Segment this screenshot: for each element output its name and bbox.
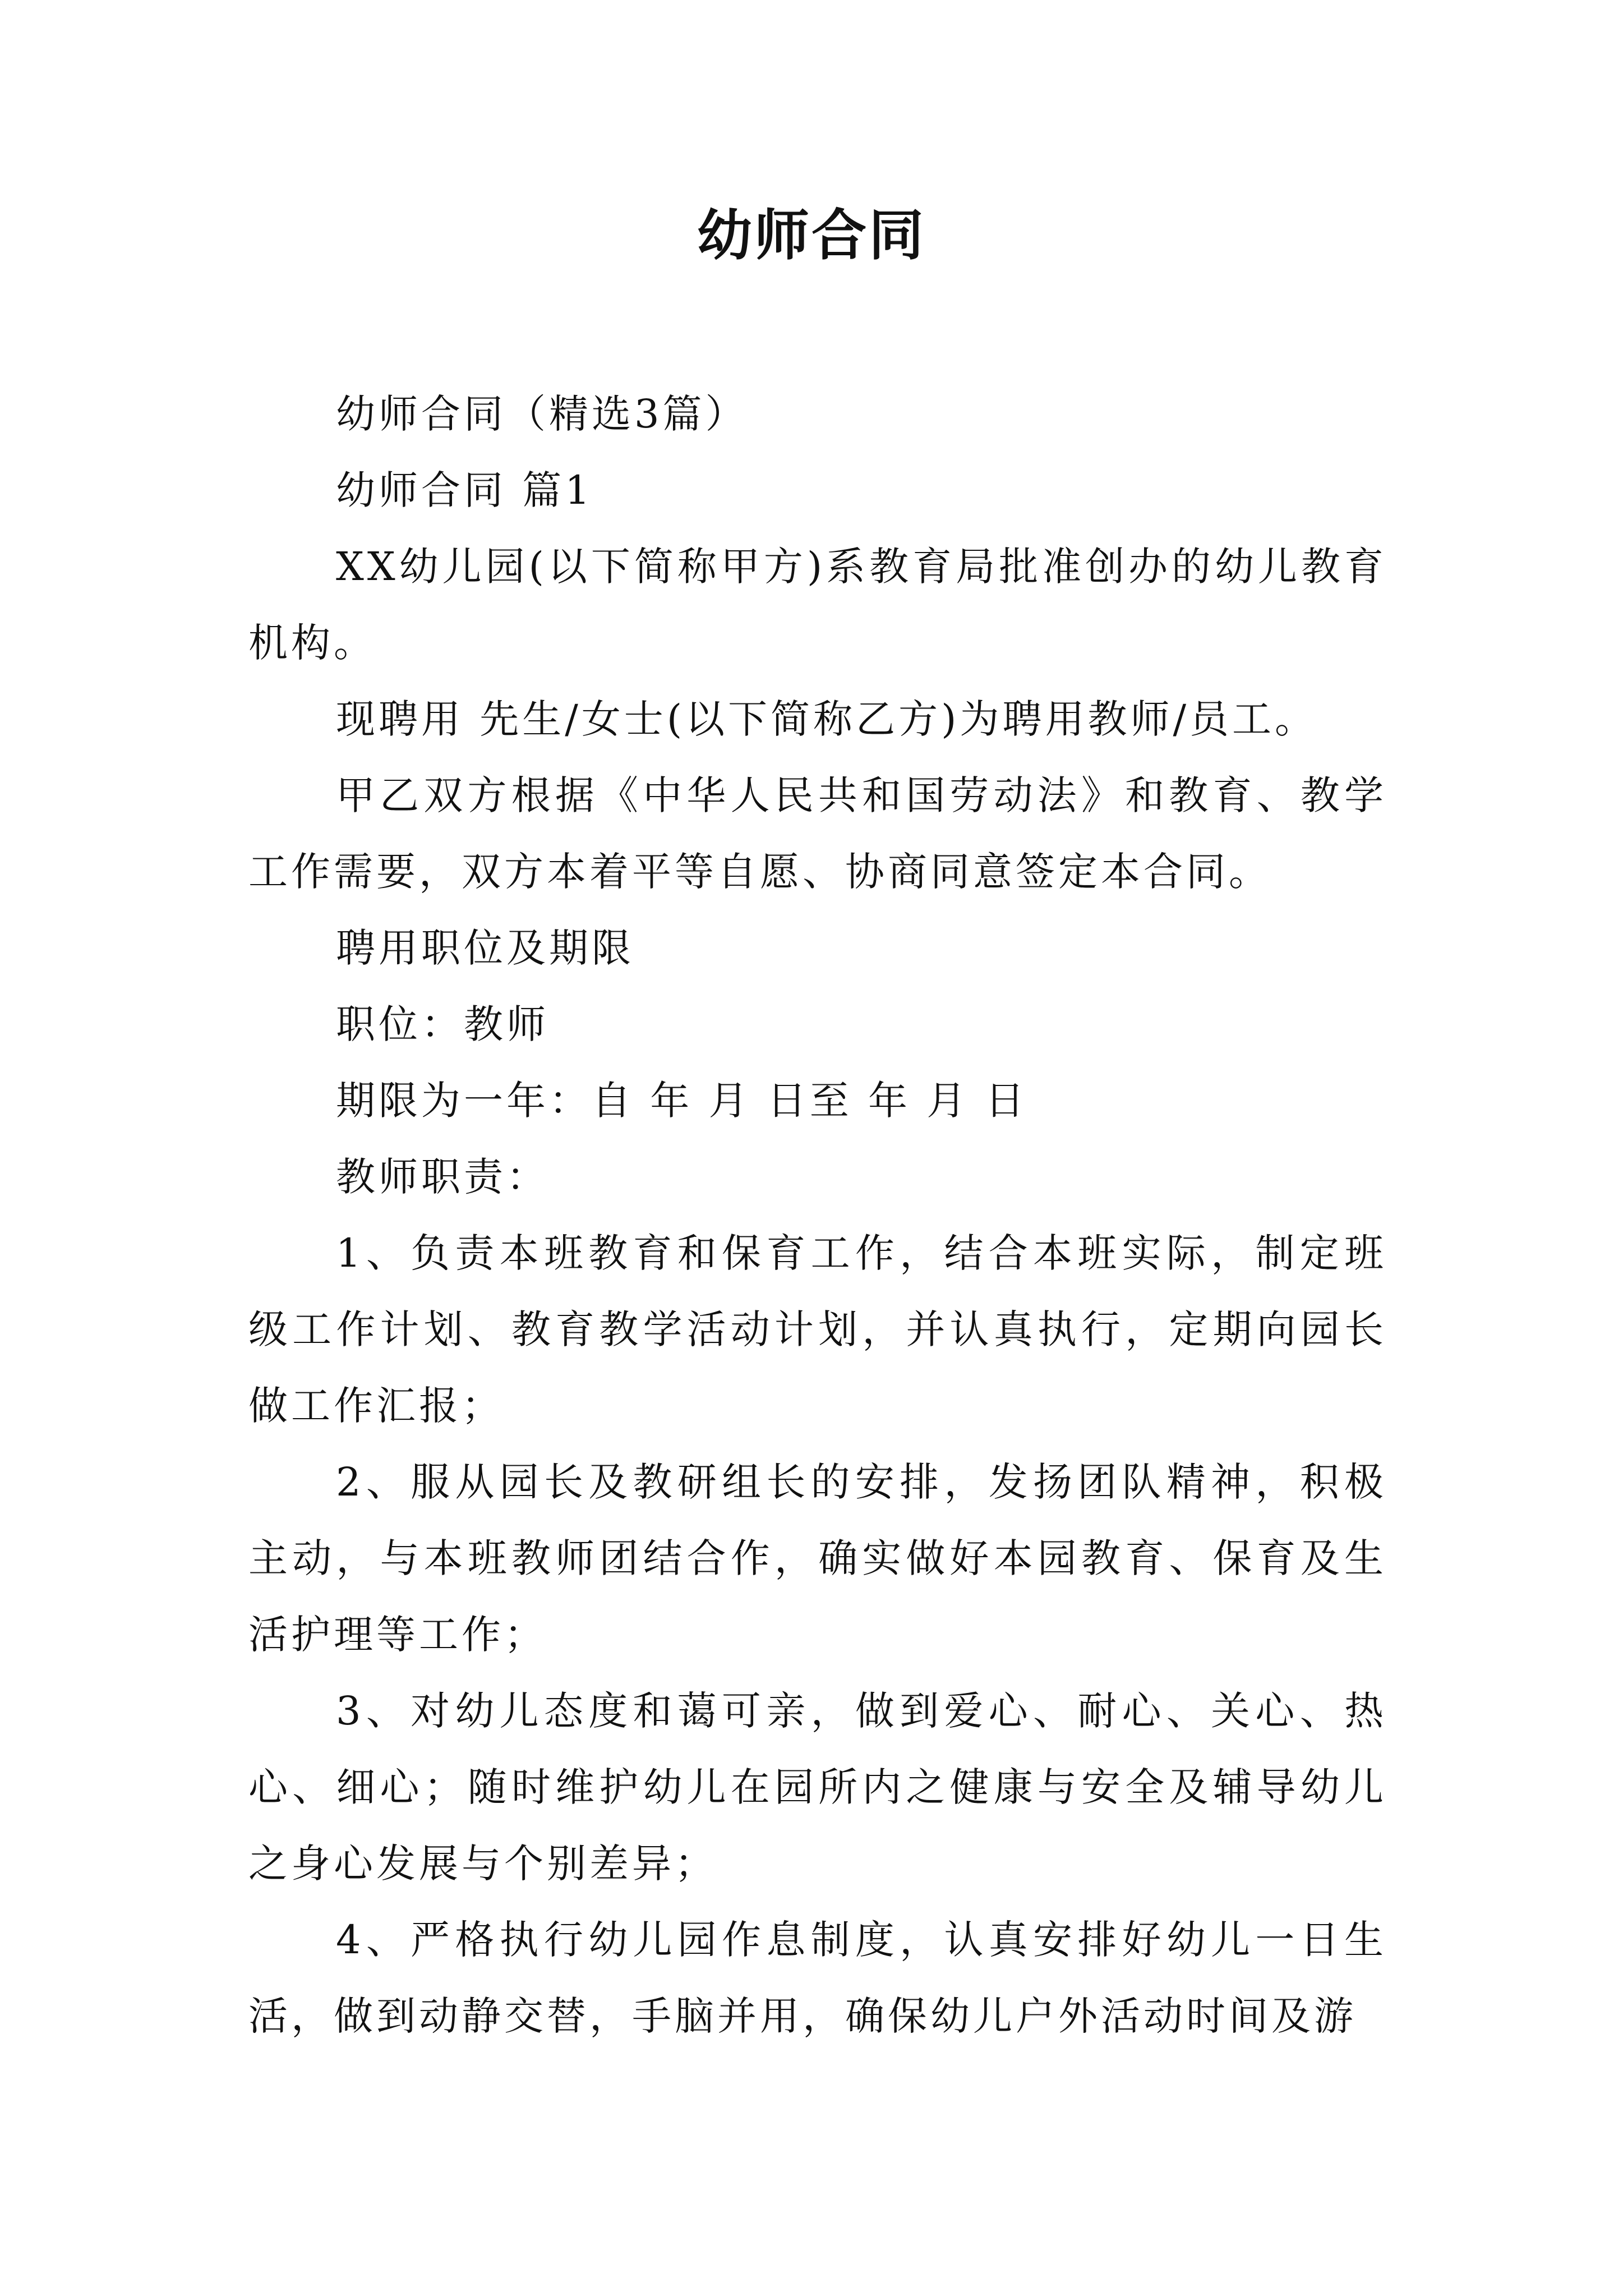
paragraph-subtitle: 幼师合同（精选3篇）	[336, 391, 748, 437]
paragraph-agreement-basis: 甲乙双方根据《中华人民共和国劳动法》和教育、教学工作需要，双方本着平等自愿、协商同意签定本合同。	[248, 772, 1387, 895]
paragraph-position-term-heading: 聘用职位及期限	[336, 925, 634, 971]
paragraph-duty-2: 2、服从园长及教研组长的安排，发扬团队精神，积极主动，与本班教师团结合作，确实做好本园教育、保育及生活护理等工作；	[248, 1459, 1387, 1658]
paragraph-duty-3: 3、对幼儿态度和蔼可亲，做到爱心、耐心、关心、热心、细心；随时维护幼儿在园所内之健康与安全及辅导幼儿之身心发展与个别差异；	[248, 1688, 1387, 1887]
paragraph-section-heading: 幼师合同 篇1	[336, 467, 593, 513]
paragraph-duty-1: 1、负责本班教育和保育工作，结合本班实际，制定班级工作计划、教育教学活动计划，并认真执行，定期向园长做工作汇报；	[248, 1230, 1387, 1429]
paragraph-term: 期限为一年：自 年 月 日至 年 月 日	[336, 1078, 1028, 1124]
document-body	[248, 376, 1387, 2054]
paragraph-duty-4: 4、严格执行幼儿园作息制度，认真安排好幼儿一日生活，做到动静交替，手脑并用，确保幼儿户外活动时间及游	[248, 1917, 1387, 2039]
document-title: 幼师合同	[697, 203, 926, 268]
paragraph-party-a: XX幼儿园(以下简称甲方)系教育局批准创办的幼儿教育机构。	[248, 544, 1387, 666]
paragraph-position: 职位：教师	[336, 1001, 549, 1047]
paragraph-party-b: 现聘用 先生/女士(以下简称乙方)为聘用教师/员工。	[336, 696, 1318, 742]
paragraph-duties-heading: 教师职责：	[336, 1154, 549, 1200]
